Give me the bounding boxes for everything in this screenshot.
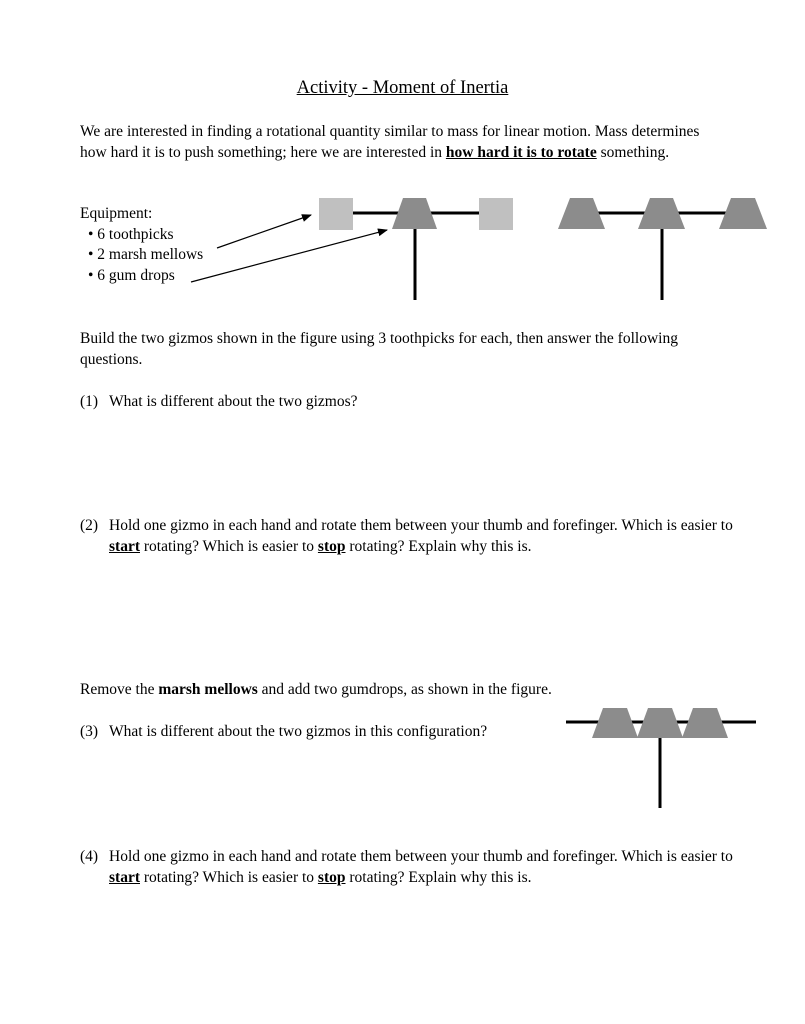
gumdrop [558,198,605,229]
question-text-part: Hold one gizmo in each hand and rotate them between your thumb and forefinger. Which is easier to [109,848,733,865]
remove-text-2: and add two gumdrops, as shown in the figure. [257,681,552,698]
emphasis-stop: stop [317,869,346,886]
question-text-part: rotating? Which is easier to [140,538,318,555]
emphasis-start: start [109,538,140,555]
intro-text-2: something. [596,143,670,161]
intro-text-1: We are interested in finding a rotational quantity similar to mass for linear motion. Mass determines how hard it is to push something; here we are interested in [80,123,700,161]
question-text [109,846,740,888]
remove-instruction [80,680,730,701]
arrow-to-gumdrop [191,230,387,282]
remove-text-1: Remove the [80,681,159,698]
question-2 [80,515,740,557]
question-text-part: rotating? Explain why this is. [345,538,532,555]
gizmo-2 [558,198,767,300]
question-number: (4) [80,848,99,865]
question-text-part: Hold one gizmo in each hand and rotate them between your thumb and forefinger. Which is easier to [109,517,733,534]
question-text-part: rotating? Which is easier to [140,869,318,886]
arrow-to-marshmallow [217,215,311,248]
question-4 [80,846,740,888]
gumdrop [682,708,728,738]
gumdrop [638,198,685,229]
intro-emphasis: how hard it is to rotate [445,143,597,161]
remove-bold: marsh mellows [158,681,258,698]
question-text-part: rotating? Explain why this is. [345,869,532,886]
question-3 [80,721,550,742]
emphasis-stop: stop [317,538,346,555]
question-text [109,515,740,557]
gumdrop [392,198,437,229]
gumdrop [637,708,683,738]
question-number: (1) [80,393,99,410]
question-number: (2) [80,517,99,534]
question-text: What is different about the two gizmos? [109,393,358,410]
gizmo-3 [566,708,756,808]
page-title: Activity - Moment of Inertia [296,78,509,98]
build-instruction: Build the two gizmos shown in the figure using 3 toothpicks for each, then answer the following questions. [80,330,678,368]
equipment-item: • 6 toothpicks [88,225,174,243]
marshmallow [479,198,513,230]
gumdrop [719,198,767,229]
gumdrop [592,708,638,738]
equipment-item: • 6 gum drops [88,266,175,284]
question-1 [80,391,740,412]
question-text: What is different about the two gizmos in this configuration? [109,723,488,740]
equipment-heading: Equipment: [80,205,153,222]
question-number: (3) [80,723,99,740]
gizmo-1 [319,198,513,300]
emphasis-start: start [109,869,140,886]
equipment-item: • 2 marsh mellows [88,246,204,263]
marshmallow [319,198,353,230]
